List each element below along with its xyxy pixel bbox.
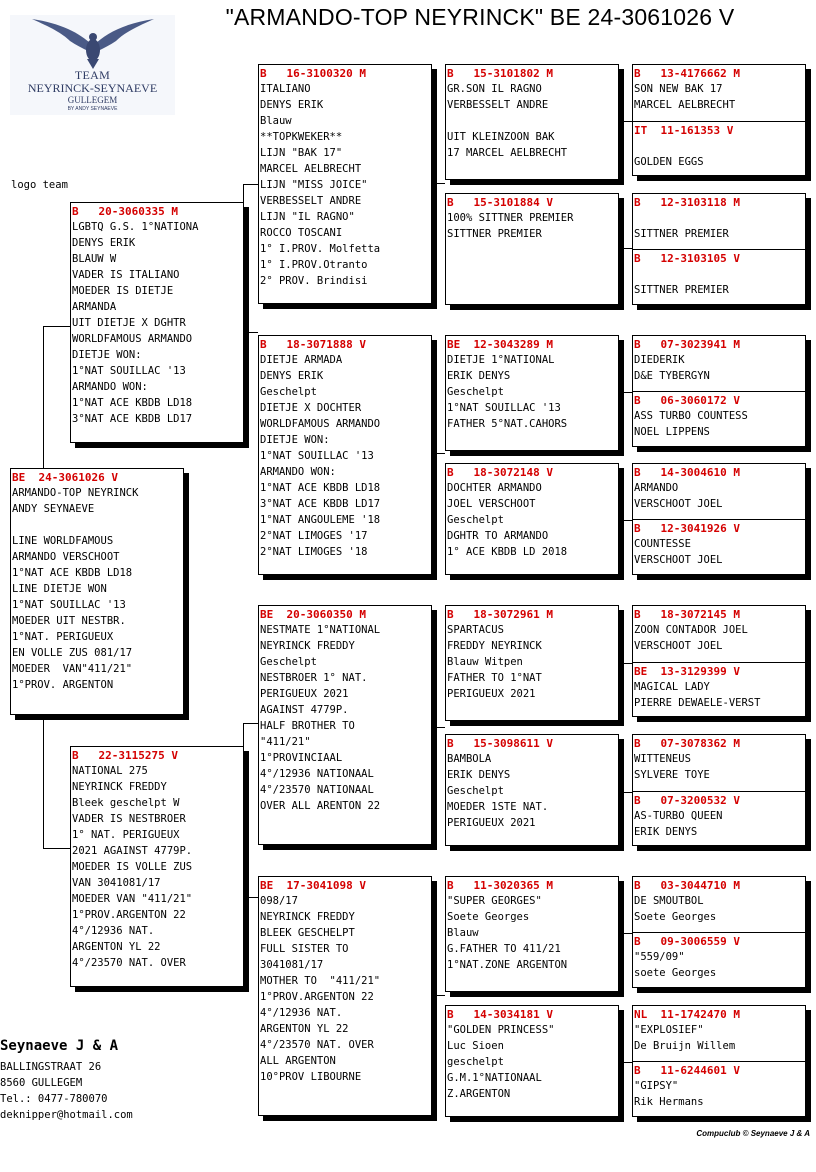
gg-pair-card-7 [632,876,806,988]
ring-number: B 12-3041926 V [634,522,740,535]
ring-number: B 07-3023941 M [634,338,740,351]
ring-number: B 18-3072145 M [634,608,740,621]
pedigree-line: LIJN "MISS JOICE" [260,179,368,191]
pedigree-line: "SUPER GEORGES" [447,895,542,907]
ring-number: B 14-3004610 M [634,466,740,479]
logo-town-text: GULLEGEM [67,95,118,105]
pedigree-line: VERSCHOOT JOEL [634,554,723,566]
connector-line [618,663,632,664]
pedigree-line: NATIONAL 275 [72,765,148,777]
gg-divider [633,1061,805,1110]
pedigree-line: 1°NAT. PERIGUEUX [12,631,114,643]
gg-pair-card-2 [632,193,806,305]
connector-line [618,933,632,934]
pedigree-line [633,138,805,154]
pedigree-line: Blauw [447,927,479,939]
pedigree-line: FREDDY NEYRINCK [447,640,542,652]
ring-number: B 20-3060335 M [72,205,178,218]
pedigree-line: 4°/12936 NAT. [72,925,155,937]
pedigree-line: "559/09" [634,951,685,963]
connector-line [431,183,445,184]
pedigree-line: MOTHER TO "411/21" [260,975,381,987]
pedigree-line: Geschelpt [447,514,504,526]
pedigree-line: 2°NAT LIMOGES '17 [260,530,368,542]
sd-dam-card [445,463,619,575]
gg-pair-card-8 [632,1005,806,1117]
ring-number: BE 20-3060350 M [260,608,366,621]
ring-number: B 11-3020365 M [447,879,553,892]
pedigree-line: MOEDER IS VOLLE ZUS [72,861,193,873]
connector-line [618,392,632,393]
pedigree-line: DIETJE X DOCHTER [260,402,362,414]
pedigree-line: DENYS ERIK [260,99,324,111]
pedigree-line: MARCEL AELBRECHT [260,163,362,175]
connector-line [618,121,632,122]
gg-pair-card-4 [632,463,806,575]
pedigree-line: PERIGUEUX 2021 [260,688,349,700]
pedigree-line: BLEEK GESCHELPT [260,927,355,939]
pedigree-line: ERIK DENYS [447,370,511,382]
pedigree-line: ARGENTON YL 22 [260,1023,349,1035]
pedigree-line: 1°NAT ACE KBDB LD18 [72,397,193,409]
pedigree-line: 1°NAT ANGOULEME '18 [260,514,381,526]
ring-number: B 06-3060172 V [634,394,740,407]
pedigree-line: ARMANDO [634,482,679,494]
pedigree-line: 098/17 [260,895,298,907]
pedigree-line: LINE DIETJE WON [12,583,107,595]
pedigree-line: Geschelpt [447,386,504,398]
connector-line [43,326,44,468]
pedigree-line: 1°NAT SOUILLAC '13 [72,365,186,377]
pedigree-line: HALF BROTHER TO [260,720,355,732]
dam-card [70,746,244,987]
pedigree-line [633,210,805,226]
sire-sire-card [258,64,432,304]
pedigree-line: WORLDFAMOUS ARMANDO [260,418,381,430]
pedigree-line: 2°NAT LIMOGES '18 [260,546,368,558]
breeder-name: Seynaeve J & A [0,1038,119,1054]
sire-dam-card [258,335,432,575]
gg-pair-card-3 [632,335,806,447]
pedigree-line: MOEDER VAN"411/21" [12,663,133,675]
pedigree-line: UIT DIETJE X DGHTR [72,317,186,329]
pedigree-line: ARMANDO-TOP NEYRINCK [12,487,139,499]
pedigree-line: 1°NAT SOUILLAC '13 [447,402,561,414]
gg-divider [633,791,805,840]
connector-line [43,326,70,327]
ring-number: B 15-3101884 V [447,196,553,209]
connector-line [431,727,445,728]
pedigree-line: "411/21" [260,736,311,748]
ring-number: B 09-3006559 V [634,935,740,948]
pedigree-line: 1° I.PROV. Molfetta [260,243,381,255]
pedigree-line: Soete Georges [447,911,530,923]
pedigree-line: AGAINST 4779P. [260,704,349,716]
pedigree-line: FATHER 5°NAT.CAHORS [447,418,568,430]
pedigree-line: SITTNER PREMIER [634,284,729,296]
pedigree-line [446,113,618,129]
ring-number: B 16-3100320 M [260,67,366,80]
ring-number: B 07-3200532 V [634,794,740,807]
connector-line [243,897,258,898]
pedigree-line: 4°/12936 NAT. [260,1007,343,1019]
pedigree-line: DIEDERIK [634,354,685,366]
pedigree-line: DENYS ERIK [260,370,324,382]
pedigree-line: 17 MARCEL AELBRECHT [447,147,568,159]
pedigree-line: 1°NAT SOUILLAC '13 [12,599,126,611]
sire-card [70,202,244,443]
pedigree-line: ZOON CONTADOR JOEL [634,624,748,636]
pedigree-line: LGBTQ G.S. 1°NATIONA [72,221,199,233]
pedigree-line: FULL SISTER TO [260,943,349,955]
pedigree-line: LINE WORLDFAMOUS [12,535,114,547]
pedigree-line: ARGENTON YL 22 [72,941,161,953]
gg-divider [633,519,805,568]
gg-divider [633,121,805,170]
pedigree-line: ARMANDA [72,301,117,313]
pedigree-line: NOEL LIPPENS [634,426,710,438]
pedigree-line: SYLVERE TOYE [634,769,710,781]
pedigree-line: ERIK DENYS [634,826,698,838]
pedigree-line: "GOLDEN PRINCESS" [447,1024,555,1036]
pedigree-line: PERIGUEUX 2021 [447,688,536,700]
pedigree-line: 2° PROV. Brindisi [260,275,368,287]
pedigree-line: 10°PROV LIBOURNE [260,1071,362,1083]
pedigree-line: AS-TURBO QUEEN [634,810,723,822]
pigeon-logo-icon [10,15,175,70]
pedigree-line: MOEDER UIT NESTBR. [12,615,126,627]
pedigree-line: NEYRINCK FREDDY [260,911,355,923]
dam-dam-card [258,876,432,1116]
pedigree-line: MOEDER VAN "411/21" [72,893,193,905]
pedigree-line: BLAUW W [72,253,117,265]
pedigree-line: SITTNER PREMIER [634,228,729,240]
pedigree-line: VADER IS ITALIANO [72,269,180,281]
ring-number: BE 13-3129399 V [634,665,740,678]
dd-dam-card [445,1005,619,1117]
pedigree-line: GOLDEN EGGS [634,156,704,168]
pedigree-line: 1°PROV. ARGENTON [12,679,114,691]
pedigree-line: FATHER TO 1°NAT [447,672,542,684]
pedigree-line: ITALIANO [260,83,311,95]
pedigree-line: 4°/23570 NAT. OVER [72,957,186,969]
ring-number: B 22-3115275 V [72,749,178,762]
pedigree-line: MARCEL AELBRECHT [634,99,736,111]
ring-number: B 12-3103118 M [634,196,740,209]
pedigree-line: ANDY SEYNAEVE [12,503,95,515]
ring-number: BE 17-3041098 V [260,879,366,892]
pedigree-line: soete Georges [634,967,717,979]
pedigree-line: BAMBOLA [447,753,492,765]
pedigree-line: 3°NAT ACE KBDB LD17 [72,413,193,425]
ds-sire-card [445,605,619,721]
pedigree-line: 1°NAT.ZONE ARGENTON [447,959,568,971]
pedigree-line: GR.SON IL RAGNO [447,83,542,95]
connector-line [618,248,632,249]
pedigree-line: DOCHTER ARMANDO [447,482,542,494]
ring-number: B 07-3078362 M [634,737,740,750]
connector-line [43,715,44,848]
pedigree-line: DE SMOUTBOL [634,895,704,907]
pedigree-line: LIJN "IL RAGNO" [260,211,355,223]
ring-number: B 18-3071888 V [260,338,366,351]
pedigree-line: De Bruijn Willem [634,1040,736,1052]
pedigree-line: VAN 3041081/17 [72,877,161,889]
connector-line [431,453,445,454]
pedigree-line: 1°NAT ACE KBDB LD18 [260,482,381,494]
pedigree-line: Blauw Witpen [447,656,523,668]
pedigree-line: G.FATHER TO 411/21 [447,943,561,955]
pedigree-line: 3°NAT ACE KBDB LD17 [260,498,381,510]
pedigree-line: 4°/12936 NATIONAAL [260,768,374,780]
ring-number: BE 24-3061026 V [12,471,118,484]
breeder-street: BALLINGSTRAAT 26 [0,1061,102,1073]
gg-divider [633,932,805,981]
pedigree-line: ARMANDO WON: [260,466,336,478]
footer-credit: Compuclub © Seynaeve J & A [696,1129,810,1138]
pedigree-line: VERSCHOOT JOEL [634,498,723,510]
pedigree-line: DIETJE ARMADA [260,354,343,366]
logo-byline-text: BY ANDY SEYNAEVE [67,106,118,112]
pedigree-line: COUNTESSE [634,538,691,550]
pedigree-line: Z.ARGENTON [447,1088,511,1100]
pedigree-line: SPARTACUS [447,624,504,636]
pedigree-line: DGHTR TO ARMANDO [447,530,549,542]
pedigree-line: 1° NAT. PERIGUEUX [72,829,180,841]
pedigree-line: 4°/23570 NATIONAAL [260,784,374,796]
connector-line [243,332,258,333]
gg-pair-card-6 [632,734,806,846]
pedigree-line: "EXPLOSIEF" [634,1024,704,1036]
connector-line [618,1062,632,1063]
pedigree-line: NESTMATE 1°NATIONAL [260,624,381,636]
connector-line [618,792,632,793]
pedigree-line: WITTENEUS [634,753,691,765]
pedigree-line: Geschelpt [447,785,504,797]
pedigree-line: PIERRE DEWAELE-VERST [634,697,761,709]
pedigree-line: DIETJE WON: [260,434,330,446]
ss-sire-card [445,64,619,180]
gg-divider [633,662,805,711]
pedigree-line: DIETJE 1°NATIONAL [447,354,555,366]
pedigree-line: Soete Georges [634,911,717,923]
ring-number: B 18-3072148 V [447,466,553,479]
pedigree-line: 3041081/17 [260,959,324,971]
pedigree-line: Geschelpt [260,656,317,668]
pedigree-line: Bleek geschelpt W [72,797,180,809]
pedigree-line: MOEDER 1STE NAT. [447,801,549,813]
pedigree-line: D&E TYBERGYN [634,370,710,382]
ring-number: B 03-3044710 M [634,879,740,892]
pedigree-line: DIETJE WON: [72,349,142,361]
pedigree-line: EN VOLLE ZUS 081/17 [12,647,133,659]
pedigree-line: 1° ACE KBDB LD 2018 [447,546,568,558]
pedigree-line: NESTBROER 1° NAT. [260,672,368,684]
pedigree-line: VADER IS NESTBROER [72,813,186,825]
pedigree-line: G.M.1°NATIONAAL [447,1072,542,1084]
pedigree-line: VERBESSELT ANDRE [260,195,362,207]
breeder-contact [0,1037,133,1123]
pedigree-line: ALL ARGENTON [260,1055,336,1067]
ring-number: B 18-3072961 M [447,608,553,621]
pedigree-line: 1°PROV.ARGENTON 22 [260,991,374,1003]
pedigree-line: Geschelpt [260,386,317,398]
pedigree-line: 1°NAT ACE KBDB LD18 [12,567,133,579]
connector-line [431,995,445,996]
ring-number: B 15-3098611 V [447,737,553,750]
pedigree-line: 100% SITTNER PREMIER [447,212,574,224]
pedigree-line: MAGICAL LADY [634,681,710,693]
connector-line [243,723,258,724]
pedigree-line: WORLDFAMOUS ARMANDO [72,333,193,345]
pedigree-line: Blauw [260,115,292,127]
gg-divider [633,249,805,298]
ring-number: B 15-3101802 M [447,67,553,80]
ring-number: B 14-3034181 V [447,1008,553,1021]
pedigree-line: 1°PROVINCIAAL [260,752,343,764]
pedigree-line: NEYRINCK FREDDY [72,781,167,793]
pedigree-line: 1°PROV.ARGENTON 22 [72,909,186,921]
pedigree-line: ROCCO TOSCANI [260,227,343,239]
team-logo [10,15,175,115]
breeder-email[interactable]: deknipper@hotmail.com [0,1109,133,1121]
pedigree-line: ARMANDO VERSCHOOT [12,551,120,563]
pedigree-line: 2021 AGAINST 4779P. [72,845,193,857]
ring-number: IT 11-161353 V [634,124,734,137]
pedigree-line: **TOPKWEKER** [260,131,343,143]
pedigree-line: DENYS ERIK [72,237,136,249]
dam-sire-card [258,605,432,845]
pedigree-line: ERIK DENYS [447,769,511,781]
breeder-city: 8560 GULLEGEM [0,1077,83,1089]
sd-sire-card [445,335,619,451]
logo-names-text: NEYRINCK-SEYNAEVE [27,81,158,95]
pedigree-line: 1°NAT SOUILLAC '13 [260,450,374,462]
pedigree-line: ARMANDO WON: [72,381,148,393]
pedigree-line: 4°/23570 NAT. OVER [260,1039,374,1051]
dd-sire-card [445,876,619,992]
ring-number: BE 12-3043289 M [447,338,553,351]
logo-team-text: TEAM [74,68,111,82]
ring-number: B 12-3103105 V [634,252,740,265]
pedigree-line: PERIGUEUX 2021 [447,817,536,829]
ring-number: NL 11-1742470 M [634,1008,740,1021]
connector-line [618,520,632,521]
ss-dam-card [445,193,619,305]
pedigree-line: OVER ALL ARENTON 22 [260,800,381,812]
pedigree-line: "GIPSY" [634,1080,679,1092]
pedigree-line: Rik Hermans [634,1096,704,1108]
pedigree-line: MOEDER IS DIETJE [72,285,174,297]
pedigree-line: ASS TURBO COUNTESS [634,410,748,422]
pedigree-line: SITTNER PREMIER [447,228,542,240]
pedigree-line: Luc Sioen [447,1040,504,1052]
pedigree-line [11,517,183,533]
pedigree-line: JOEL VERSCHOOT [447,498,536,510]
logo-caption: logo team [11,179,68,191]
pedigree-line: LIJN "BAK 17" [260,147,343,159]
gg-pair-card-5 [632,605,806,717]
pedigree-line: UIT KLEINZOON BAK [447,131,555,143]
pedigree-line [633,266,805,282]
pedigree-line: SON NEW BAK 17 [634,83,723,95]
pedigree-line: VERBESSELT ANDRE [447,99,549,111]
ds-dam-card [445,734,619,846]
breeder-phone: Tel.: 0477-780070 [0,1093,108,1105]
gg-divider [633,391,805,440]
pedigree-line: 1° I.PROV.Otranto [260,259,368,271]
connector-line [243,184,258,185]
pedigree-line: NEYRINCK FREDDY [260,640,355,652]
ring-number: B 11-6244601 V [634,1064,740,1077]
subject-pigeon-card [10,468,184,715]
pedigree-title: "ARMANDO-TOP NEYRINCK" BE 24-3061026 V [225,4,735,30]
ring-number: B 13-4176662 M [634,67,740,80]
pedigree-line: VERSCHOOT JOEL [634,640,723,652]
connector-line [43,848,70,849]
pedigree-line: geschelpt [447,1056,504,1068]
gg-pair-card-1 [632,64,806,176]
